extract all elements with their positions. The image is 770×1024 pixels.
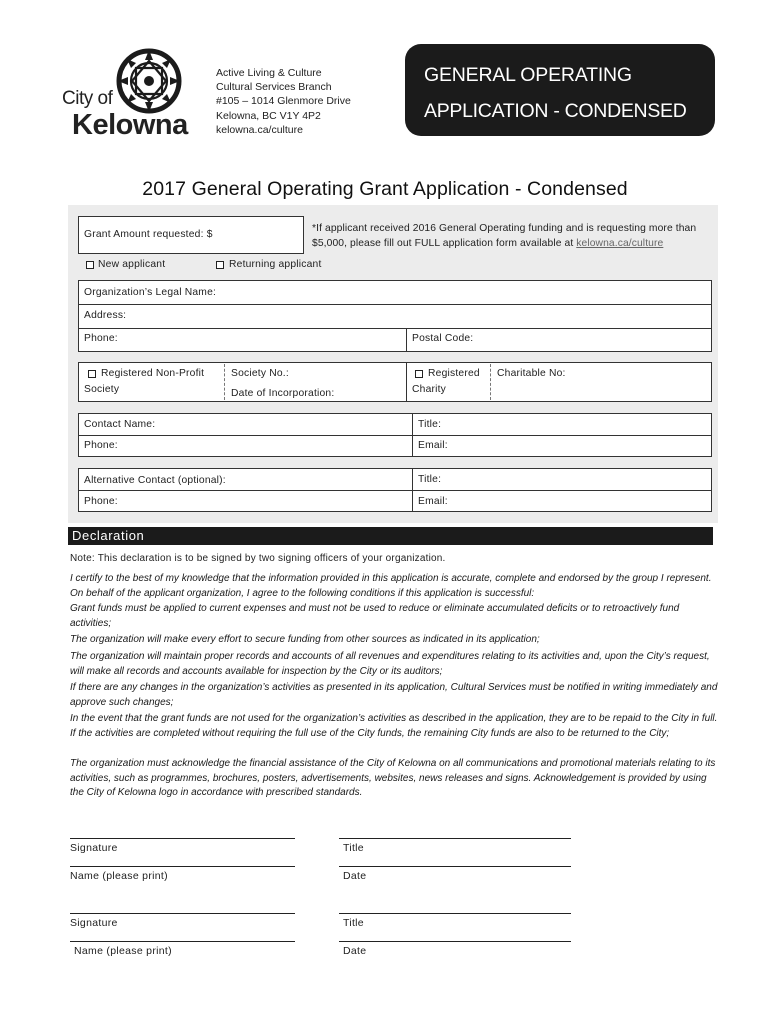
declaration-paragraph: The organization will maintain proper records and accounts of all revenues and expenditures relating to its activities and, upon the City’s request, will make all records and accounts available for inspection by the City or its auditors;	[70, 651, 710, 677]
divider	[490, 364, 491, 400]
alt-contact-email-field[interactable]: Email:	[418, 496, 448, 507]
divider	[412, 468, 413, 512]
alt-contact-title-field[interactable]: Title:	[418, 474, 442, 485]
registered-nonprofit-label-line2: Society	[84, 384, 120, 395]
declaration-paragraph: The organization will make every effort to secure funding from other sources as indicated in its application;	[70, 634, 540, 645]
divider	[78, 490, 712, 491]
legal-name-field[interactable]: Organization’s Legal Name:	[84, 287, 217, 298]
declaration-paragraph: If there are any changes in the organization’s activities as presented in its application, Cultural Services must be notified in writing immediately and approve such changes;	[70, 682, 718, 708]
title-line[interactable]	[339, 838, 571, 839]
address-line: Cultural Services Branch	[216, 81, 332, 94]
incorporation-date-field[interactable]: Date of Incorporation:	[231, 388, 335, 399]
form-type-banner	[405, 44, 715, 136]
declaration-heading: Declaration	[72, 528, 145, 543]
divider	[78, 304, 712, 305]
city-logo-emblem-icon	[114, 46, 184, 116]
page-title: 2017 General Operating Grant Application - Condensed	[142, 178, 628, 200]
registered-charity-label: Registered	[428, 368, 480, 379]
returning-applicant-checkbox[interactable]	[216, 261, 224, 269]
address-link[interactable]: kelowna.ca/culture	[216, 123, 303, 136]
culture-link[interactable]: kelowna.ca/culture	[576, 238, 664, 249]
signature-line[interactable]	[70, 913, 295, 914]
new-applicant-label: New applicant	[98, 259, 166, 270]
title-label: Title	[343, 917, 364, 929]
declaration-heading-bar	[68, 527, 713, 545]
divider	[406, 362, 407, 402]
name-line[interactable]	[70, 866, 295, 867]
date-line[interactable]	[339, 866, 571, 867]
contact-name-field[interactable]: Contact Name:	[84, 419, 156, 430]
logo-city-name-text: Kelowna	[72, 109, 188, 141]
declaration-paragraph: Grant funds must be applied to current expenses and must not be used to reduce or eliminate accumulated deficits or to retroactively fund activities;	[70, 603, 680, 629]
registered-charity-label-line2: Charity	[412, 384, 447, 395]
charitable-number-field[interactable]: Charitable No:	[497, 368, 566, 379]
signature-label: Signature	[70, 842, 118, 854]
title-line[interactable]	[339, 913, 571, 914]
name-print-label: Name (please print)	[74, 945, 172, 957]
signature-line[interactable]	[70, 838, 295, 839]
title-label: Title	[343, 842, 364, 854]
contact-title-field[interactable]: Title:	[418, 419, 442, 430]
funding-note	[312, 221, 712, 251]
divider	[78, 435, 712, 436]
signature-label: Signature	[70, 917, 118, 929]
branch-address	[216, 66, 351, 137]
divider	[406, 328, 407, 352]
declaration-paragraph: I certify to the best of my knowledge that the information provided in this application is accurate, complete and endorsed by the group I represent. On behalf of the applicant organization, I agree to the following conditions if this application is successful:	[70, 573, 712, 599]
declaration-paragraph: In the event that the grant funds are not used for the organization’s activities as described in the application, they are to be repaid to the City in full. If the activities are completed without requiring the full use of the City funds, the remaining City funds are also to be returned to the City;	[70, 713, 718, 739]
funding-note-text: *If applicant received 2016 General Operating funding and is requesting more than $5,000, please fill out FULL application form available at	[312, 223, 697, 249]
banner-line-2: APPLICATION - CONDENSED	[424, 100, 687, 122]
registered-nonprofit-checkbox[interactable]	[88, 370, 96, 378]
registered-charity-checkbox[interactable]	[415, 370, 423, 378]
alt-contact-phone-field[interactable]: Phone:	[84, 496, 118, 507]
address-line: Active Living & Culture	[216, 67, 322, 79]
address-line: #105 – 1014 Glenmore Drive	[216, 95, 351, 108]
declaration-paragraph: The organization must acknowledge the financial assistance of the City of Kelowna on all communications and promotional materials relating to its activities, such as programmes, brochures, posters, advertisements, websites, news releases and signs. Acknowledgement is provided by using the City of Kelowna logo in accordance with prescribed standards.	[70, 758, 716, 799]
returning-applicant-label: Returning applicant	[229, 259, 322, 270]
date-label: Date	[343, 870, 367, 882]
address-field[interactable]: Address:	[84, 310, 127, 321]
address-line: Kelowna, BC V1Y 4P2	[216, 109, 321, 122]
new-applicant-checkbox[interactable]	[86, 261, 94, 269]
contact-phone-field[interactable]: Phone:	[84, 440, 118, 451]
banner-line-1: GENERAL OPERATING	[424, 64, 632, 86]
divider	[78, 328, 712, 329]
phone-field[interactable]: Phone:	[84, 333, 118, 344]
postal-code-field[interactable]: Postal Code:	[412, 333, 474, 344]
logo-city-of-text: City of	[62, 88, 113, 109]
declaration-note: Note: This declaration is to be signed by two signing officers of your organization.	[70, 553, 446, 564]
grant-amount-label: Grant Amount requested: $	[84, 229, 213, 240]
date-label: Date	[343, 945, 367, 957]
date-line[interactable]	[339, 941, 571, 942]
divider	[412, 413, 413, 457]
society-number-field[interactable]: Society No.:	[231, 368, 289, 379]
contact-email-field[interactable]: Email:	[418, 440, 448, 451]
name-line[interactable]	[70, 941, 295, 942]
registered-nonprofit-label: Registered Non-Profit	[101, 368, 205, 379]
divider	[224, 364, 225, 400]
alt-contact-name-field[interactable]: Alternative Contact (optional):	[84, 475, 226, 486]
name-print-label: Name (please print)	[70, 870, 168, 882]
